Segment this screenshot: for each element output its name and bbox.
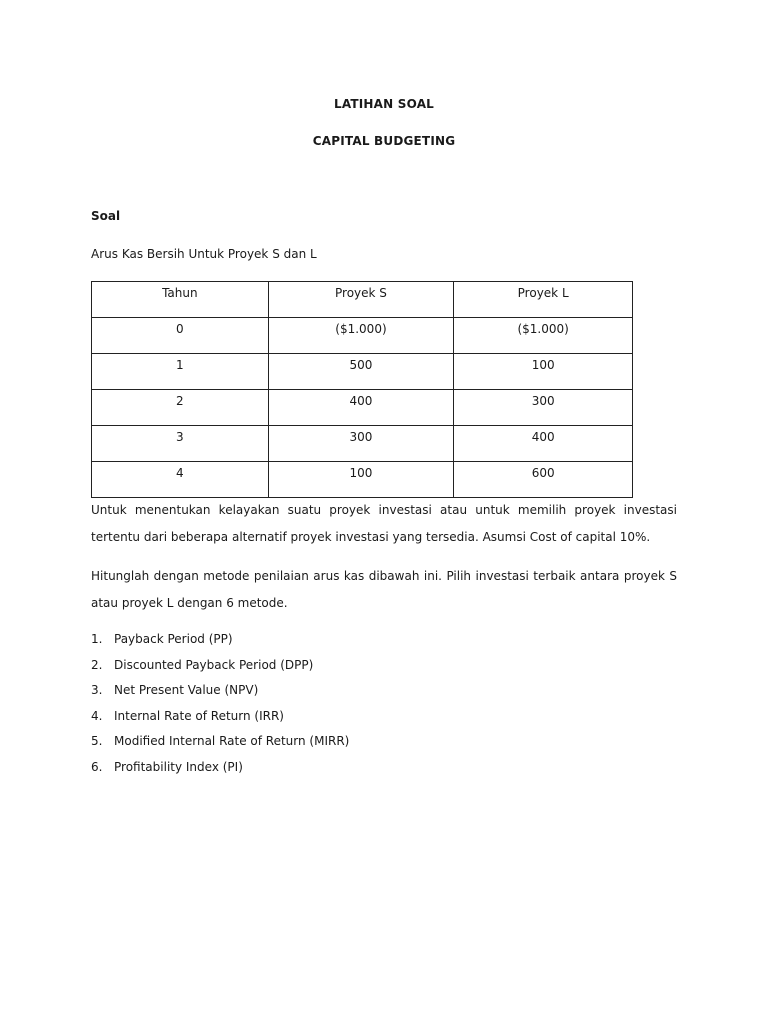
- list-label: Profitability Index (PI): [114, 759, 243, 774]
- table-row: [92, 462, 633, 498]
- cell-project-s: 100: [268, 462, 454, 498]
- header-project-l: Proyek L: [454, 282, 633, 318]
- section-heading: Soal: [91, 209, 121, 223]
- cell-year: 0: [92, 318, 269, 354]
- list-number: 2.: [91, 657, 103, 672]
- cell-year: 4: [92, 462, 269, 498]
- cell-project-l: 300: [454, 390, 633, 426]
- list-number: 4.: [91, 708, 103, 723]
- cell-project-l: ($1.000): [454, 318, 633, 354]
- list-item: [91, 756, 349, 782]
- list-label: Net Present Value (NPV): [114, 683, 259, 698]
- cell-project-s: 300: [268, 426, 454, 462]
- cell-project-s: ($1.000): [268, 318, 454, 354]
- list-label: Discounted Payback Period (DPP): [114, 657, 314, 672]
- cell-project-l: 400: [454, 426, 633, 462]
- cell-project-s: 500: [268, 354, 454, 390]
- list-number: 6.: [91, 759, 103, 774]
- table-row: [92, 390, 633, 426]
- list-item: [91, 654, 349, 680]
- table-row: [92, 354, 633, 390]
- table-caption: Arus Kas Bersih Untuk Proyek S dan L: [91, 247, 317, 261]
- header-project-s: Proyek S: [268, 282, 454, 318]
- table-header-row: [92, 282, 633, 318]
- list-label: Modified Internal Rate of Return (MIRR): [114, 734, 350, 749]
- cell-year: 3: [92, 426, 269, 462]
- cash-flow-table: [91, 281, 633, 498]
- intro-paragraph: Untuk menentukan kelayakan suatu proyek investasi atau untuk memilih proyek investasi tertentu dari beberapa alternatif proyek investasi yang tersedia. Asumsi Cost of capital 10%.: [91, 503, 677, 544]
- list-number: 1.: [91, 632, 103, 646]
- cell-project-l: 600: [454, 462, 633, 498]
- list-label: Internal Rate of Return (IRR): [114, 708, 284, 723]
- cell-year: 2: [92, 390, 269, 426]
- list-item: [91, 705, 349, 731]
- cell-project-s: 400: [268, 390, 454, 426]
- table-row: [92, 426, 633, 462]
- document-title: LATIHAN SOAL: [333, 97, 435, 111]
- table-row: [92, 318, 633, 354]
- list-number: 3.: [91, 683, 103, 698]
- cell-project-l: 100: [454, 354, 633, 390]
- instruction-paragraph: Hitunglah dengan metode penilaian arus kas dibawah ini. Pilih investasi terbaik antara proyek S atau proyek L dengan 6 metode.: [91, 569, 677, 610]
- methods-list: [91, 628, 349, 782]
- list-number: 5.: [91, 734, 103, 749]
- cell-year: 1: [92, 354, 269, 390]
- list-label: Payback Period (PP): [114, 632, 233, 646]
- document-subtitle: CAPITAL BUDGETING: [312, 134, 456, 148]
- list-item: [91, 730, 349, 756]
- list-item: [91, 628, 349, 654]
- list-item: [91, 679, 349, 705]
- header-year: Tahun: [92, 282, 269, 318]
